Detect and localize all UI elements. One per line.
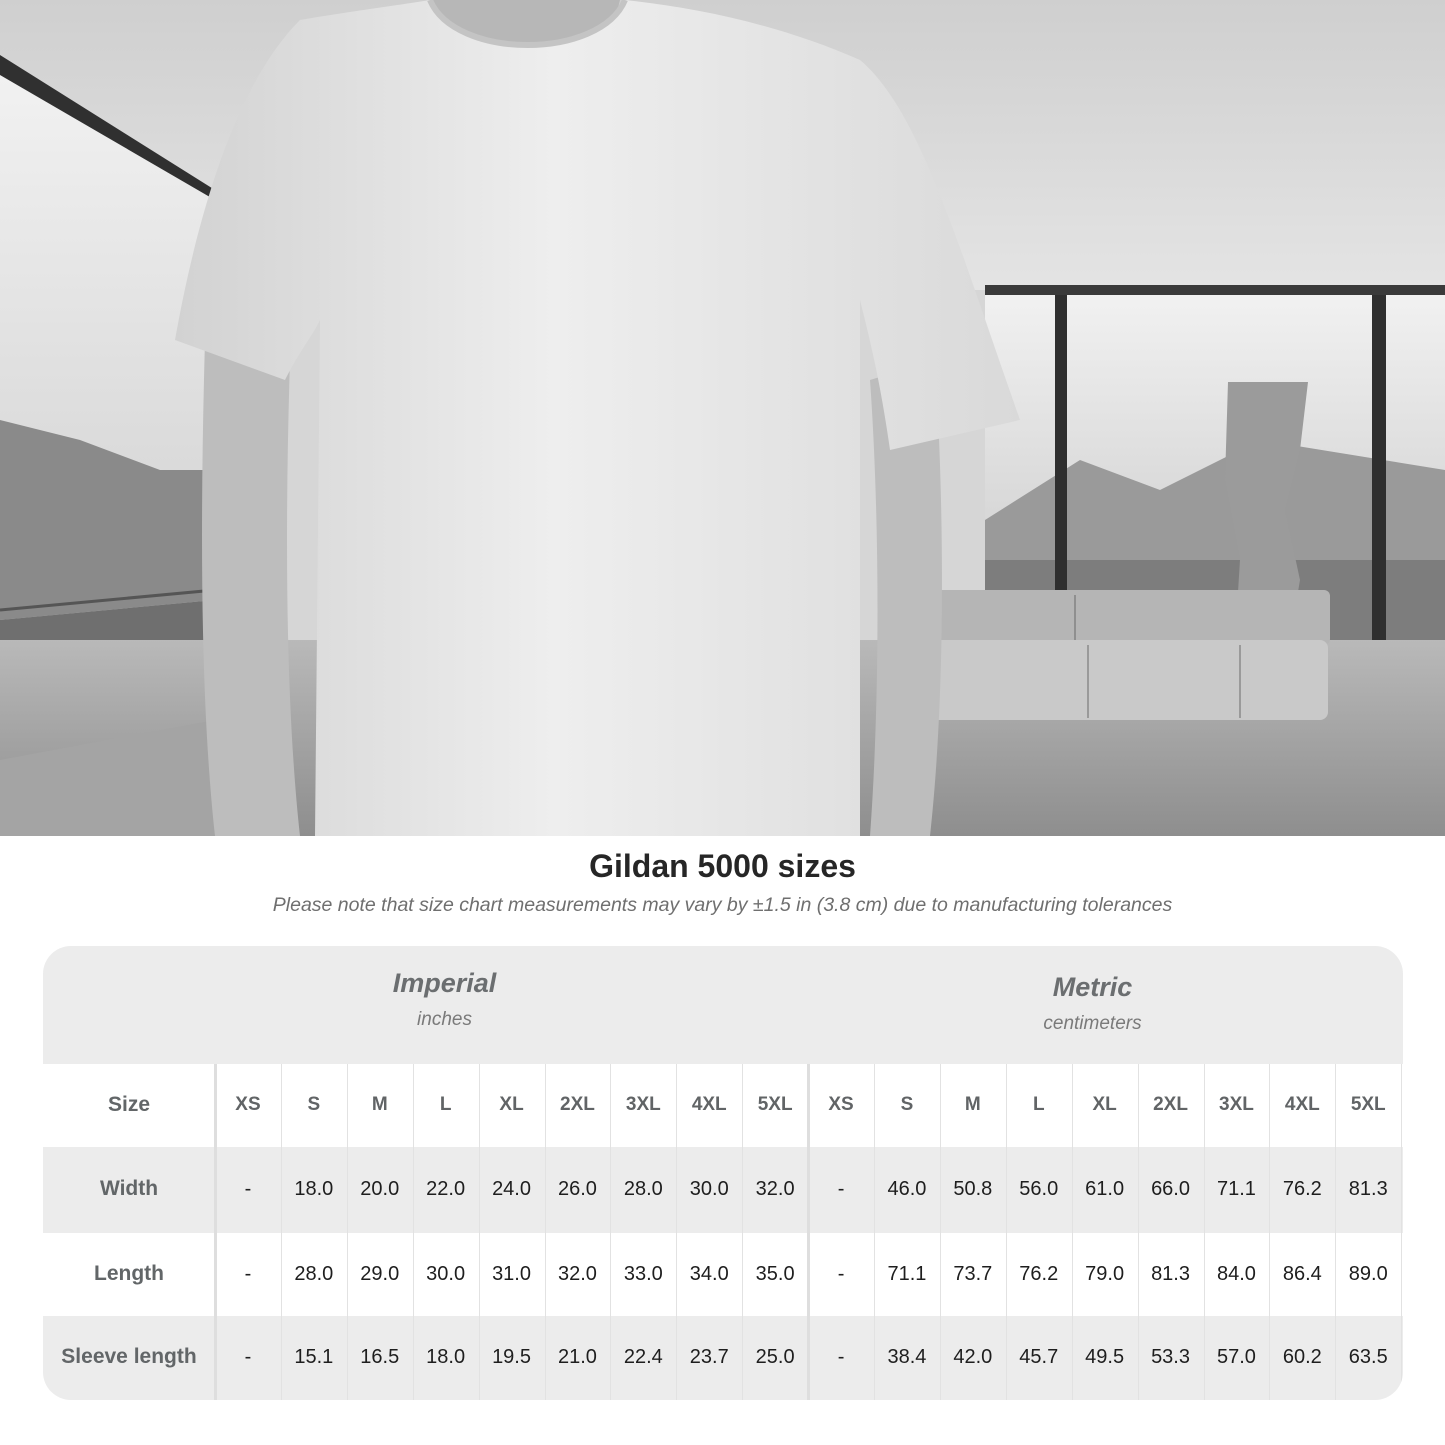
metric-size-header: XL <box>1092 1093 1117 1115</box>
imperial-value-cell: 32.0 <box>755 1178 795 1200</box>
imperial-value-cell: 28.0 <box>623 1178 663 1200</box>
imperial-value-cell: 16.5 <box>360 1346 400 1368</box>
metric-value-cell: 63.5 <box>1348 1346 1388 1368</box>
metric-value-cell: 81.3 <box>1151 1262 1190 1285</box>
page-title: Gildan 5000 sizes <box>589 848 856 884</box>
imperial-value-cell: 25.0 <box>755 1346 795 1368</box>
metric-unit: centimeters <box>1043 1013 1142 1034</box>
metric-size-header: 4XL <box>1284 1093 1320 1115</box>
metric-value-cell: 61.0 <box>1085 1178 1125 1200</box>
metric-value-cell: 73.7 <box>953 1262 993 1285</box>
imperial-size-header: 2XL <box>560 1093 595 1115</box>
imperial-value-cell: 33.0 <box>623 1262 663 1285</box>
imperial-size-header: M <box>371 1093 388 1115</box>
row-label: Length <box>94 1261 164 1285</box>
imperial-value-cell: 18.0 <box>294 1178 334 1200</box>
metric-value-cell: 76.2 <box>1282 1178 1322 1200</box>
metric-size-header: L <box>1032 1093 1045 1115</box>
imperial-unit: inches <box>417 1009 472 1030</box>
metric-value-cell: 86.4 <box>1282 1262 1322 1285</box>
row-label: Sleeve length <box>61 1345 197 1368</box>
metric-value-cell: 71.1 <box>1216 1178 1256 1200</box>
imperial-value-cell: 19.5 <box>492 1346 531 1368</box>
imperial-value-cell: 18.0 <box>426 1346 466 1368</box>
metric-size-header: M <box>964 1093 981 1115</box>
metric-value-cell: 89.0 <box>1348 1262 1388 1285</box>
metric-value-cell: 81.3 <box>1348 1178 1388 1200</box>
imperial-size-header: S <box>307 1093 321 1115</box>
metric-value-cell: 84.0 <box>1216 1262 1256 1285</box>
metric-group-header <box>809 972 1376 1035</box>
row-label: Size <box>107 1092 151 1116</box>
metric-value-cell: - <box>837 1346 845 1368</box>
imperial-value-cell: - <box>244 1178 252 1200</box>
metric-value-cell: 46.0 <box>887 1178 927 1200</box>
imperial-value-cell: 20.0 <box>360 1178 400 1200</box>
imperial-value-cell: 29.0 <box>360 1262 400 1285</box>
imperial-value-cell: 30.0 <box>689 1178 729 1200</box>
metric-value-cell: 56.0 <box>1019 1178 1059 1200</box>
metric-size-header: XS <box>828 1093 854 1115</box>
metric-value-cell: 45.7 <box>1019 1346 1059 1368</box>
metric-value-cell: 66.0 <box>1151 1178 1190 1200</box>
imperial-value-cell: - <box>244 1262 252 1285</box>
imperial-title: Imperial <box>392 968 497 998</box>
metric-value-cell: 42.0 <box>953 1346 993 1368</box>
imperial-value-cell: 22.0 <box>426 1178 466 1200</box>
metric-value-cell: 53.3 <box>1151 1346 1190 1368</box>
imperial-value-cell: 26.0 <box>557 1178 597 1200</box>
metric-title: Metric <box>1052 972 1133 1002</box>
metric-value-cell: 76.2 <box>1019 1262 1059 1285</box>
metric-size-header: 2XL <box>1153 1093 1188 1115</box>
size-chart-table <box>43 946 1403 1400</box>
imperial-value-cell: 15.1 <box>294 1346 334 1368</box>
metric-size-header: S <box>900 1093 914 1115</box>
metric-size-header: 3XL <box>1219 1093 1254 1115</box>
metric-value-cell: 71.1 <box>887 1262 927 1285</box>
imperial-value-cell: 32.0 <box>557 1262 597 1285</box>
imperial-value-cell: 35.0 <box>755 1262 795 1285</box>
imperial-value-cell: 28.0 <box>294 1262 334 1285</box>
imperial-size-header: 3XL <box>625 1093 661 1115</box>
imperial-value-cell: 22.4 <box>623 1346 663 1368</box>
imperial-value-cell: 31.0 <box>492 1262 531 1285</box>
imperial-size-header: XL <box>499 1093 524 1115</box>
imperial-size-header: 4XL <box>691 1093 727 1115</box>
metric-value-cell: 60.2 <box>1282 1346 1322 1368</box>
metric-value-cell: 79.0 <box>1085 1262 1125 1285</box>
metric-value-cell: 50.8 <box>953 1178 993 1200</box>
metric-value-cell: 57.0 <box>1216 1346 1256 1368</box>
imperial-value-cell: 30.0 <box>426 1262 466 1285</box>
imperial-group-header <box>213 968 676 1031</box>
metric-value-cell: - <box>837 1178 845 1200</box>
column-divider <box>1401 1064 1402 1400</box>
imperial-size-header: 5XL <box>757 1093 793 1115</box>
metric-value-cell: - <box>837 1262 845 1285</box>
metric-size-header: 5XL <box>1350 1093 1386 1115</box>
metric-value-cell: 49.5 <box>1085 1346 1125 1368</box>
imperial-size-header: L <box>439 1093 452 1115</box>
imperial-size-header: XS <box>235 1093 261 1115</box>
row-label: Width <box>99 1177 159 1200</box>
imperial-value-cell: 34.0 <box>689 1262 729 1285</box>
imperial-value-cell: 24.0 <box>492 1178 531 1200</box>
imperial-value-cell: 23.7 <box>689 1346 729 1368</box>
tolerance-note: Please note that size chart measurements may vary by ±1.5 in (3.8 cm) due to manufacturing tolerances <box>272 894 1173 916</box>
metric-value-cell: 38.4 <box>887 1346 927 1368</box>
imperial-value-cell: 21.0 <box>557 1346 597 1368</box>
imperial-value-cell: - <box>244 1346 252 1368</box>
